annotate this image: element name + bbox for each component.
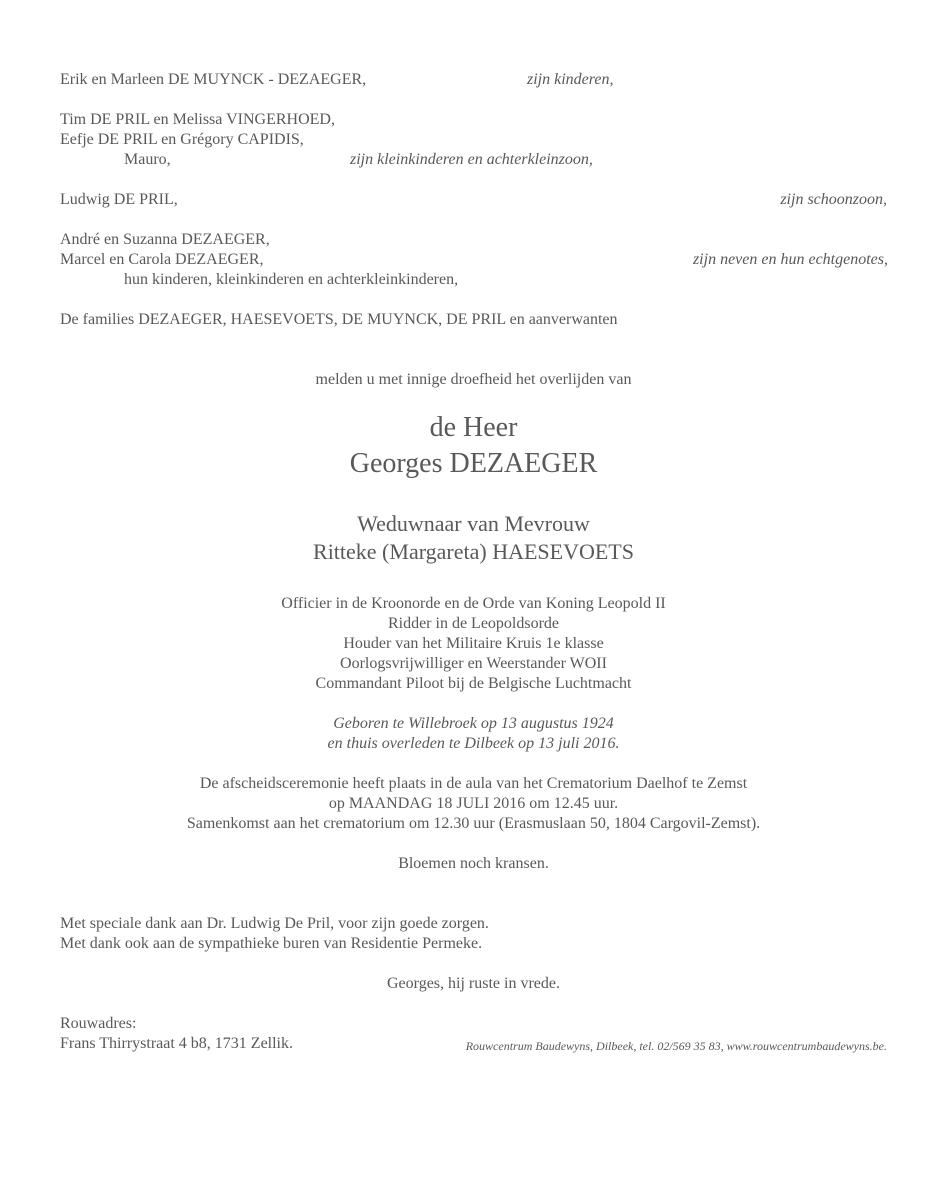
died-line: en thuis overleden te Dilbeek op 13 juli 2016.	[327, 735, 620, 752]
son-in-law-role: zijn schoonzoon,	[780, 191, 887, 208]
ceremony-line-1: De afscheidsceremonie heeft plaats in de aula van het Crematorium Daelhof te Zemst	[199, 775, 748, 792]
nephew-2: Marcel en Carola DEZAEGER,	[60, 251, 264, 268]
families: De families DEZAEGER, HAESEVOETS, DE MUYNCK, DE PRIL en aanverwanten	[60, 311, 618, 328]
flowers-note: Bloemen noch kransen.	[398, 855, 549, 872]
honor-1: Officier in de Kroonorde en de Orde van Koning Leopold II	[281, 595, 666, 612]
grandchild-1: Tim DE PRIL en Melissa VINGERHOED,	[60, 111, 335, 128]
grandchild-2: Eefje DE PRIL en Grégory CAPIDIS,	[60, 131, 304, 148]
son-in-law: Ludwig DE PRIL,	[60, 191, 178, 208]
honor-4: Oorlogsvrijwilliger en Weerstander WOII	[340, 655, 607, 672]
address-label: Rouwadres:	[60, 1015, 137, 1032]
widower-line-1: Weduwnaar van Mevrouw	[357, 511, 590, 536]
announcement-intro: melden u met innige droefheid het overlijden van	[315, 371, 632, 388]
undertaker-info: Rouwcentrum Baudewyns, Dilbeek, tel. 02/569 35 83, www.rouwcentrumbaudewyns.be.	[465, 1039, 887, 1053]
nephew-1: André en Suzanna DEZAEGER,	[60, 231, 270, 248]
nephews-children: hun kinderen, kleinkinderen en achterkleinkinderen,	[124, 271, 459, 288]
honor-5: Commandant Piloot bij de Belgische Luchtmacht	[315, 675, 632, 692]
rest-in-peace: Georges, hij ruste in vrede.	[387, 975, 560, 992]
children-role: zijn kinderen,	[527, 71, 614, 88]
thanks-line-2: Met dank ook aan de sympathieke buren van Residentie Permeke.	[60, 935, 483, 952]
honor-3: Houder van het Militaire Kruis 1e klasse	[343, 635, 604, 652]
born-line: Geboren te Willebroek op 13 augustus 1924	[333, 715, 614, 732]
thanks-line-1: Met speciale dank aan Dr. Ludwig De Pril, voor zijn goede zorgen.	[60, 915, 489, 932]
ceremony-line-2: op MAANDAG 18 JULI 2016 om 12.45 uur.	[328, 795, 619, 812]
grandchildren-role: zijn kleinkinderen en achterkleinzoon,	[350, 151, 593, 168]
salutation: de Heer	[429, 412, 518, 443]
widower-line-2: Ritteke (Margareta) HAESEVOETS	[313, 539, 634, 564]
address: Frans Thirrystraat 4 b8, 1731 Zellik.	[60, 1035, 293, 1052]
nephews-role: zijn neven en hun echtgenotes,	[692, 251, 888, 268]
honor-2: Ridder in de Leopoldsorde	[387, 615, 560, 632]
deceased-name: Georges DEZAEGER	[349, 448, 598, 479]
ceremony-line-3: Samenkomst aan het crematorium om 12.30 uur (Erasmuslaan 50, 1804 Cargovil-Zemst).	[186, 815, 761, 832]
children-names: Erik en Marleen DE MUYNCK - DEZAEGER,	[60, 71, 367, 88]
great-grandchild: Mauro,	[124, 151, 171, 168]
